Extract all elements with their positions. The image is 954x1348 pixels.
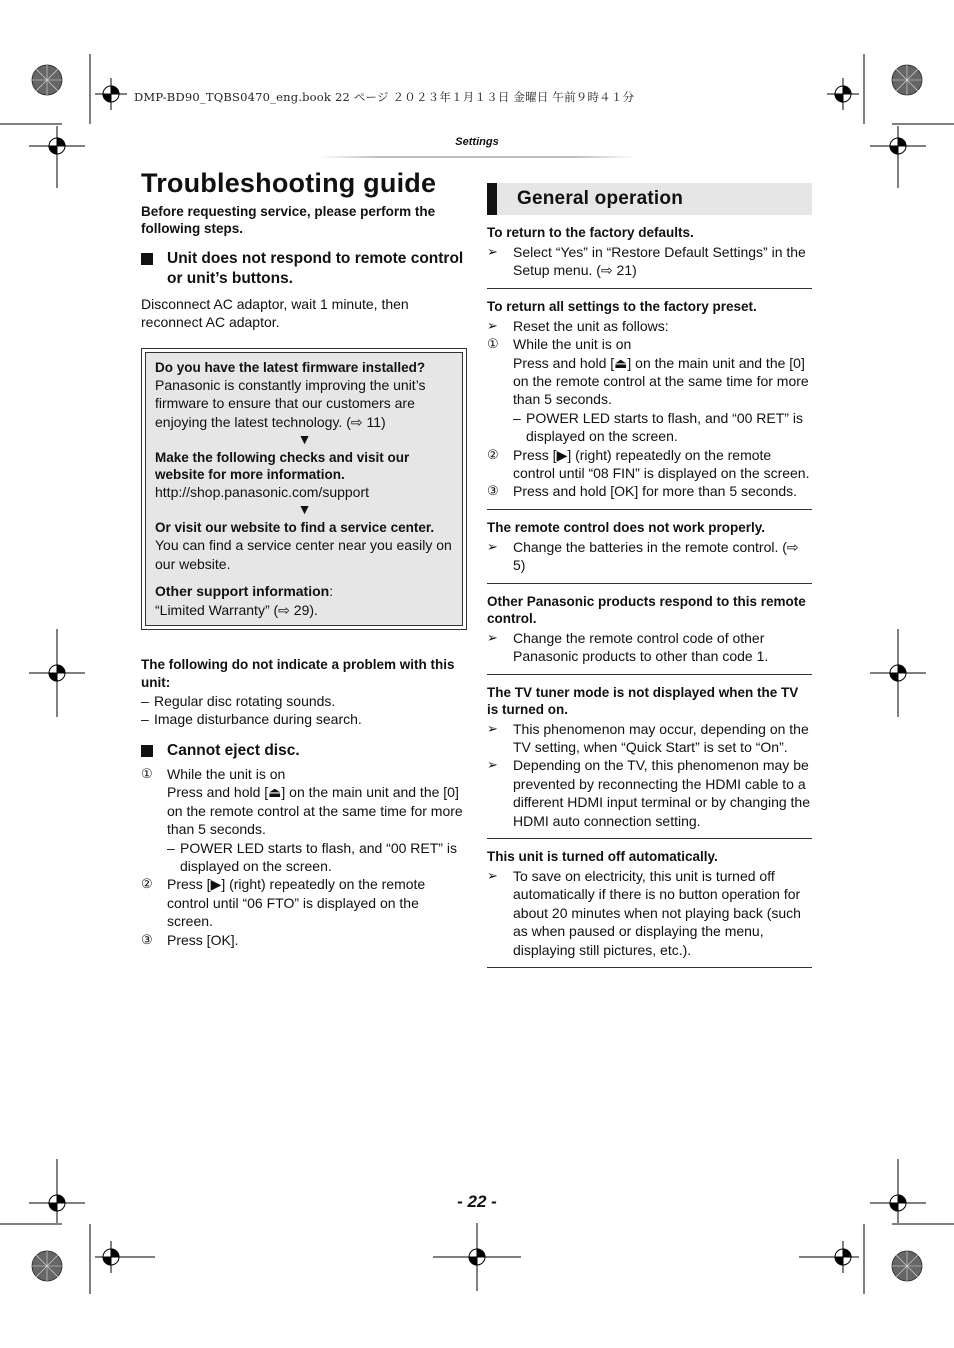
service-center-heading: Or visit our website to find a service center. (155, 520, 435, 536)
list-item: ➢ Depending on the TV, this phenomenon may be prevented by reconnecting the HDMI cable to a different HDMI input terminal or by changing the HDMI auto connection setting. (487, 757, 811, 829)
tv-tuner-section: The TV tuner mode is not displayed when the TV is turned on. ➢ This phenomenon may occur, depending on the TV setting, when “Quick Start” is set to “On”. ➢ Depending on the TV, this phenomenon may be prevented by reconnecting the HDMI cable to a different HDMI input terminal or by changing the HDMI auto connection setting. (487, 684, 812, 839)
list-item: ➢ Select “Yes” in “Restore Default Settings” in the Setup menu. (⇨ 21) (487, 244, 806, 279)
chevron-icon: ➢ (487, 867, 498, 883)
support-box (141, 348, 467, 630)
arrow-down-icon: ▼ (297, 431, 312, 448)
list-item: ② Press [▶] (right) repeatedly on the remote control until “06 FTO” is displayed on the screen. (141, 876, 426, 930)
other-support-body: “Limited Warranty” (⇨ 29). (155, 601, 318, 618)
step-number: ③ (487, 483, 499, 499)
list-item: ③ Press and hold [OK] for more than 5 seconds. (487, 483, 798, 500)
list-item: ➢ Reset the unit as follows: (487, 317, 669, 334)
chevron-icon: ➢ (487, 629, 498, 645)
list-item: ➢ Change the remote control code of other Panasonic products to other than code 1. (487, 629, 769, 665)
print-file-info: DMP-BD90_TQBS0470_eng.book 22 ページ ２０２３年１月１３日 金曜日 午前９時４１分 (134, 90, 635, 104)
step-number: ① (487, 336, 499, 352)
firmware-body: Panasonic is constantly improving the unit’s firmware to ensure that our customers are enjoying the latest technology. (⇨ 11) (155, 376, 426, 430)
intro-text: Before requesting service, please perform the following steps. (141, 204, 436, 236)
eject-steps (141, 765, 467, 949)
header-rule (318, 156, 636, 158)
right-column (487, 183, 812, 968)
service-center-body: You can find a service center near you easily on our website. (155, 537, 452, 572)
list-item: ① While the unit is on Press and hold [⏏] on the main unit and the [0] on the remote control at the same time for more than 5 seconds. – POWER LED starts to flash, and “00 RET” is displayed on the screen. (141, 765, 463, 874)
other-support (155, 582, 454, 600)
not-problem-heading: The following do not indicate a problem with this unit: (141, 657, 455, 691)
auto-off-section: This unit is turned off automatically. ➢ To save on electricity, this unit is turned off automatically if there is no button operation for about 20 minutes when not playing back (such as when paused or displaying the menu, displaying still pictures, etc.). (487, 848, 812, 968)
remote-body: Disconnect AC adaptor, wait 1 minute, then reconnect AC adaptor. (141, 296, 409, 331)
list-item: ① While the unit is on Press and hold [⏏] on the main unit and the [0] on the remote control at the same time for more than 5 seconds. – POWER LED starts to flash, and “00 RET” is displayed on the screen. (487, 336, 809, 445)
factory-defaults-section: To return to the factory defaults. ➢ Select “Yes” in “Restore Default Settings” in the Setup menu. (⇨ 21) (487, 224, 812, 289)
general-operation-banner (487, 183, 812, 215)
chevron-icon: ➢ (487, 317, 498, 333)
list-item: ➢ Change the batteries in the remote control. (⇨ 5) (487, 538, 799, 574)
remote-heading-text: Unit does not respond to remote control or unit’s buttons. (167, 250, 464, 287)
step-number: ③ (141, 931, 153, 947)
list-item: ③ Press [OK]. (141, 931, 239, 948)
chevron-icon: ➢ (487, 244, 498, 259)
checks-heading: Make the following checks and visit our website for more information. (155, 450, 410, 483)
support-box-inner (145, 352, 463, 626)
list-item: ➢ This phenomenon may occur, depending on the TV setting, when “Quick Start” is set to “On”. (487, 720, 809, 755)
other-support-label: Other support information (155, 583, 330, 600)
chevron-icon: ➢ (487, 538, 498, 554)
step-number: ② (141, 876, 153, 892)
step-number: ① (141, 765, 153, 781)
left-column (141, 204, 467, 949)
list-item: ➢ To save on electricity, this unit is turned off automatically if there is no button operation for about 20 minutes when not playing back (such as when paused or displaying the menu, displaying still pictures, etc.). (487, 867, 801, 958)
page-number: - 22 - (457, 1192, 497, 1211)
step-number: ② (487, 446, 499, 462)
list-item: – Image disturbance during search. (141, 711, 362, 728)
other-support-colon: : (329, 583, 334, 600)
support-url[interactable]: http://shop.panasonic.com/support (155, 484, 370, 501)
remote-heading (141, 249, 467, 289)
banner-title: General operation (517, 187, 683, 209)
chevron-icon: ➢ (487, 757, 498, 773)
banner-bar (487, 183, 497, 215)
list-item: ② Press [▶] (right) repeatedly on the remote control until “08 FIN” is displayed on the screen. (487, 446, 810, 482)
chevron-icon: ➢ (487, 720, 498, 736)
eject-heading (141, 741, 467, 761)
remote-control-section: The remote control does not work properly. ➢ Change the batteries in the remote control. (⇨ 5) (487, 519, 812, 584)
square-bullet-icon (141, 745, 153, 757)
eject-heading-text: Cannot eject disc. (167, 741, 300, 759)
page-title: Troubleshooting guide (141, 168, 437, 198)
other-products-section: Other Panasonic products respond to this remote control. ➢ Change the remote control code of other Panasonic products to other than code 1. (487, 593, 812, 675)
square-bullet-icon (141, 253, 153, 265)
factory-preset-section: To return all settings to the factory preset. ➢ Reset the unit as follows: ① While the unit is on Press and hold [⏏] on the main unit and the [0] on the remote control at the same time for more than 5 seconds. – POWER LED starts to flash, and “00 RET” is displayed on the screen. ② Press [▶] (right) repeatedly on the remote control until “08 FIN” is displayed on the screen. ③ Press and hold [OK] for more than 5 seconds. (487, 298, 812, 510)
firmware-question: Do you have the latest firmware installed? (155, 359, 426, 375)
arrow-down-icon: ▼ (297, 501, 312, 518)
list-item: – Regular disc rotating sounds. (141, 693, 336, 710)
section-label: Settings (455, 136, 499, 148)
